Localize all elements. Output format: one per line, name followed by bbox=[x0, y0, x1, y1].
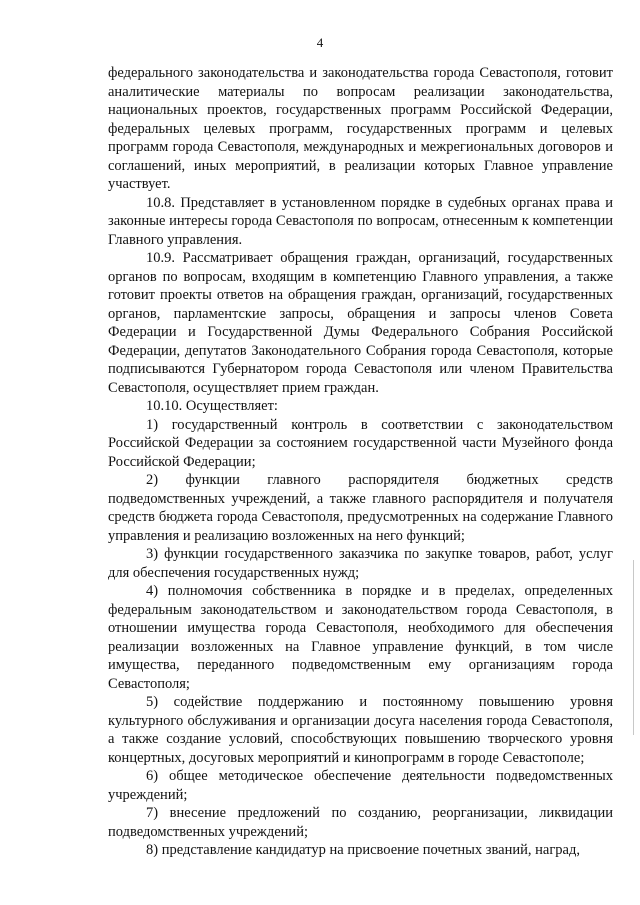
scan-edge-mark bbox=[633, 560, 634, 735]
paragraph-continuation: федерального законодательства и законодательства города Севастополя, готовит аналитические материалы по вопросам реализации законодательства, национальных проектов, государственных программ Российской Федерации, федеральных целевых программ, государственных программ и целевых программ города Севастополя, международных и межрегиональных договоров и соглашений, иных мероприятий, в реализации которых Главное управление участвует. bbox=[108, 65, 613, 192]
list-item-3: 3) функции государственного заказчика по закупке товаров, работ, услуг для обеспечения государственных нужд; bbox=[108, 546, 613, 581]
list-item-5: 5) содействие поддержанию и постоянному повышению уровня культурного обслуживания и организации досуга населения города Севастополя, а также создание условий, способствующих повышению творческого уровня концертных, досуговых мероприятий и кинопрограмм в городе Севастополе; bbox=[108, 694, 613, 766]
paragraph-10-8: 10.8. Представляет в установленном порядке в судебных органах права и законные интересы города Севастополя по вопросам, отнесенным к компетенции Главного управления. bbox=[108, 194, 613, 248]
page-number: 4 bbox=[316, 35, 324, 50]
list-item-4: 4) полномочия собственника в порядке и в пределах, определенных федеральным законодательством и законодательством города Севастополя, в отношении имущества города Севастополя, необходимого для обеспечения реализации возложенных на Главное управление функций, в том числе имущества, переданного подведомственным ему организациям города Севастополя; bbox=[108, 583, 613, 692]
paragraph-10-9: 10.9. Рассматривает обращения граждан, организаций, государственных органов по вопросам, входящим в компетенцию Главного управления, а также готовит проекты ответов на обращения граждан, организаций, государственных органов, парламентские запросы, обращения и запросы членов Совета Федерации и Государственной Думы Федерального Собрания Российской Федерации, депутатов Законодательного Собрания города Севастополя, которые подписываются Губернатором города Севастополя или членом Правительства Севастополя, осуществляет прием граждан. bbox=[108, 250, 613, 396]
list-item-1: 1) государственный контроль в соответствии с законодательством Российской Федерации за состоянием государственной части Музейного фонда Российской Федерации; bbox=[108, 416, 613, 470]
document-body bbox=[108, 64, 613, 860]
list-item-8: 8) представление кандидатур на присвоение почетных званий, наград, bbox=[146, 842, 580, 858]
list-item-7: 7) внесение предложений по созданию, реорганизации, ликвидации подведомственных учреждений; bbox=[108, 805, 613, 840]
paragraph-10-10-heading: 10.10. Осуществляет: bbox=[146, 398, 278, 414]
list-item-2: 2) функции главного распорядителя бюджетных средств подведомственных учреждений, а также главного распорядителя и получателя средств бюджета города Севастополя, предусмотренных на содержание Главного управления и реализацию возложенных на него функций; bbox=[108, 472, 613, 544]
list-item-6: 6) общее методическое обеспечение деятельности подведомственных учреждений; bbox=[108, 768, 613, 803]
